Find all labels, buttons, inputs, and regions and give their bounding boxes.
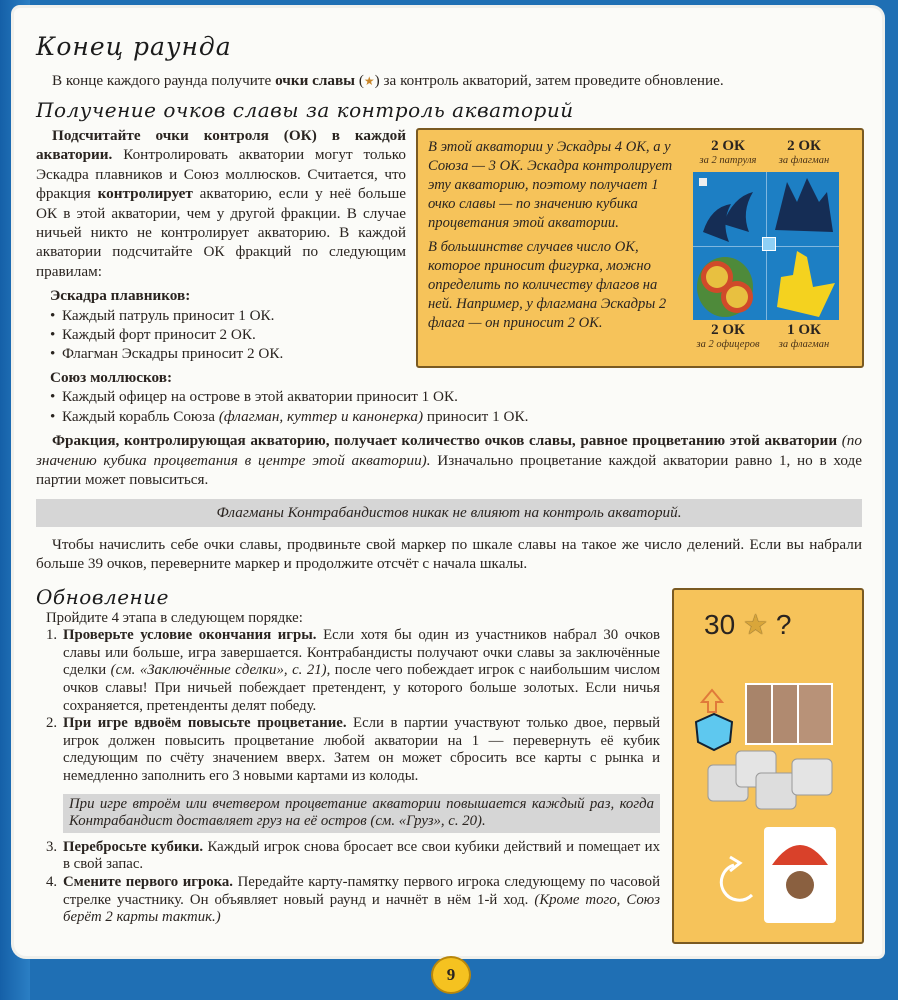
step-italic: (Кроме того, Союз берёт 2 карты тактик.) (63, 891, 660, 926)
intro-after: за контроль акваторий, затем проведите обновление. (379, 72, 724, 89)
item-text: приносит 1 ОК. (423, 407, 529, 425)
step-text: Каждый игрок снова бросает все свои кубики действий и помещает их в свой запас. (63, 838, 660, 873)
lead-text-2: акваторию, если у неё больше ОК в этой акватории, чем у другой фракции. В случае ничьей никто не контролирует акваторию. В каждой акватории подсчитайте ОК фракций по следующим правилам: (36, 185, 407, 280)
list-item: • Каждый патруль приносит 1 ОК. (50, 306, 862, 325)
score-30: 30 (704, 609, 736, 640)
step-item (46, 839, 660, 874)
list-item (50, 407, 862, 426)
page-title: Конец раунда (36, 32, 232, 61)
update-intro: Пройдите 4 этапа в следующем порядке: (46, 609, 303, 626)
ok-value: 2 ОК (787, 138, 821, 154)
first-player-card-icon (708, 825, 848, 925)
list-item: • Флагман Эскадры приносит 2 ОК. (50, 344, 862, 363)
glory-star-icon: ★ (742, 609, 769, 640)
note-prosperity: При игре втроём или вчетвером процветание акватории повышается каждый раз, когда Контрабандист доставляет груз на её остров (см. «Груз», с. 20). (63, 794, 660, 833)
step-bold: При игре вдвоём повысьте процветание. (63, 715, 347, 732)
step-text: Если в партии участвуют только двое, первый игрок должен повысить процветание любой акватории на 1 — перевернуть её кубик следующим по счёту значением вверх. Затем он может сбросить все карты с рынка и немедленно заполнить его 3 новыми картами из колоды. (63, 715, 661, 784)
lead-bold: Подсчитайте очки контроля (ОК) в каждой акватории. (36, 127, 406, 164)
union-rules (36, 368, 862, 489)
steps-list-continued (46, 839, 660, 927)
step-text: Передайте карту-памятку первого игрока следующему по часовой стрелке участнику. Он объявляет новый раунд и начнёт в нём 1-й ход. (63, 873, 660, 908)
step-number: 3. (46, 838, 58, 855)
step-number: 4. (46, 873, 58, 890)
lead-bold-2: контролирует (97, 185, 193, 203)
section-title-control: Получение очков славы за контроль акваторий (36, 98, 574, 122)
ok-reason: за 2 патруля (699, 155, 757, 166)
control-text: Изначально процветание каждой акватории равно 1, но в ходе партии может повыситься. (36, 451, 863, 489)
list-item: • Каждый офицер на острове в этой акватории приносит 1 ОК. (50, 387, 862, 406)
step-bold: Перебросьте кубики. (63, 838, 204, 855)
action-dice-icon (700, 745, 850, 815)
ok-reason: за 2 офицеров (696, 339, 760, 350)
union-list (36, 387, 862, 426)
step-text: Если хотя бы один из участников набрал 30 очков славы или больше, игра завершается. Контрабандисты получают очки славы за заключённые сделки (63, 627, 661, 679)
ok-reason: за флагман (778, 155, 830, 166)
intro-before: В конце каждого раунда получите (52, 72, 276, 89)
question-mark: ? (775, 609, 792, 640)
ok-value: 2 ОК (711, 138, 745, 154)
advance-text: Чтобы начислить себе очки славы, продвиньте свой маркер по шкале славы на такое же число делений. Если вы набрали больше 39 очков, переверните маркер и продолжите отсчёт с начала шкалы. (36, 535, 862, 573)
step-number: 1. (46, 627, 58, 644)
item-italic: (флагман, куттер и канонерка) (218, 407, 424, 425)
squadron-title: Эскадра плавников: (50, 287, 191, 305)
example-p1: В этой акватории у Эскадры 4 ОК, а у Союза — 3 ОК. Эскадра контролирует эту акваторию, поэтому получает 1 очко славы — по значению кубика процветания этой акватории. (428, 139, 673, 231)
step-item (46, 627, 660, 715)
step-bold: Проверьте условие окончания игры. (63, 627, 317, 644)
steps-list (46, 627, 660, 785)
ok-value: 2 ОК (711, 322, 745, 338)
glory-star-icon: ★ (363, 74, 375, 88)
end-condition-row (704, 608, 791, 641)
union-title: Союз моллюсков: (50, 369, 173, 386)
control-bold: Фракция, контролирующая акваторию, получает количество очков славы, равное процветанию этой акватории (52, 432, 838, 450)
lead-text: Контролировать акватории могут только Эскадра плавников и Союз моллюсков. Считается, что фракция (36, 146, 406, 203)
step-italic: (см. «Заключённые сделки», с. 21) (110, 662, 327, 679)
step-number: 2. (46, 715, 58, 732)
intro-bold: очки славы (275, 72, 356, 89)
list-item: • Каждый форт приносит 2 ОК. (50, 325, 862, 344)
step-bold: Смените первого игрока. (63, 873, 233, 890)
intro-text: В конце каждого раунда получите очки славы (★) за контроль акваторий, затем проведите обновление. (52, 72, 724, 89)
note-smugglers: Флагманы Контрабандистов никак не влияют на контроль акваторий. (36, 499, 862, 526)
control-italic: (по значению кубика процветания в центре этой акватории). (36, 432, 862, 469)
step-item (46, 874, 660, 927)
ok-reason: за флагман (778, 339, 830, 350)
page-number: 9 (431, 956, 471, 994)
update-steps (36, 610, 660, 927)
example-p2: В большинстве случаев число ОК, которое приносит фигурка, можно определить по количеству флагов на ней. Например, у флагмана Эскадры 2 флага — он приносит 2 ОК. (428, 239, 667, 331)
squadron-list (36, 306, 862, 364)
section-title-update: Обновление (36, 584, 169, 609)
ok-value: 1 ОК (787, 322, 821, 338)
step-item (46, 715, 660, 785)
item-text: Каждый корабль Союза (62, 407, 219, 425)
step-text: , после чего побеждает игрок с наибольшим числом очков славы! При ничьей побеждает претендент, у которого больше золотых. Если ничья сохраняется, претенденты делят победу. (63, 662, 661, 714)
